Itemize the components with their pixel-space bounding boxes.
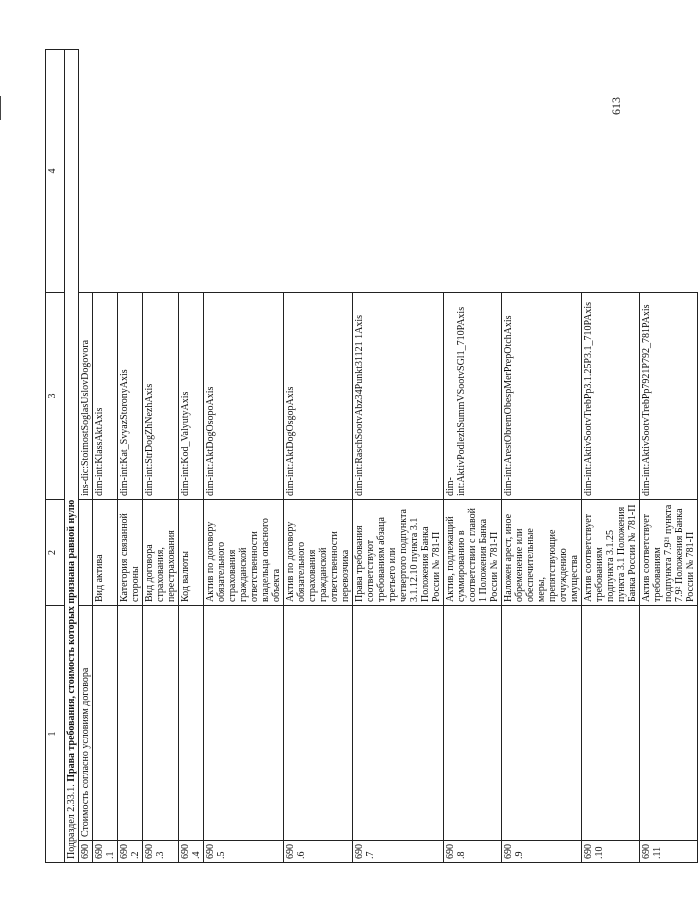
row-code: 690.11 [640, 841, 698, 863]
section-title [65, 50, 79, 863]
scan-edge-mark [0, 96, 1, 120]
row-description: Категория связанной стороны [118, 500, 143, 606]
table-row [93, 50, 118, 863]
row-axis: dim-int:KlassAktAxis [93, 293, 118, 500]
header-row [46, 50, 65, 863]
row-name [502, 606, 582, 841]
header-col-2: 2 [46, 500, 65, 606]
row-name [582, 606, 640, 841]
row-axis: dim-int:Kat_SvyazStoronyAxis [118, 293, 143, 500]
row-axis: dim-int:AktivPodlezhSummVSootvSGl1_710PAxis [444, 293, 502, 500]
row-name [640, 606, 698, 841]
row-code: 690.2 [118, 841, 143, 863]
row-description: Актив по договору обязательного страхования гражданской ответственности перевозчика [284, 500, 353, 606]
row-code: 690.9 [502, 841, 582, 863]
row-name [353, 606, 444, 841]
table-row [502, 50, 582, 863]
table-row [179, 50, 204, 863]
row-axis: dim-int:AktDogOsgopAxis [284, 293, 353, 500]
table-row [118, 50, 143, 863]
row-description: Актив, подлежащий суммированию в соответствии с главой 1 Положения Банка России № 781-П [444, 500, 502, 606]
row-axis: dim-int:AktivSootvTrebPp3.1.25P3.1_710PAxis [582, 293, 640, 500]
row-axis: dim-int:ArestObremObespMerPrepOtchAxis [502, 293, 582, 500]
header-col-4: 4 [46, 50, 65, 293]
row-code: 690 [79, 841, 93, 863]
page-number: 613 [609, 97, 623, 115]
table-row [444, 50, 502, 863]
row-code: 690.8 [444, 841, 502, 863]
row-code: 690.7 [353, 841, 444, 863]
section-prefix: Подраздел 2.33.1. [66, 781, 77, 859]
row-code: 690.3 [143, 841, 179, 863]
row-code: 690.10 [582, 841, 640, 863]
table-row [582, 50, 640, 863]
table-row [204, 50, 284, 863]
row-name [204, 606, 284, 841]
section-name: Права требования, стоимость которых признана равной нулю [66, 499, 77, 782]
row-description: Вид актива [93, 500, 118, 606]
row-code: 690.1 [93, 841, 118, 863]
row-name [284, 606, 353, 841]
table-row [353, 50, 444, 863]
row-axis: dim-int:StrDogZhNezhAxis [143, 293, 179, 500]
row-name [444, 606, 502, 841]
requirements-table [45, 49, 698, 863]
table-row [640, 50, 698, 863]
row-axis: dim-int:AktivSootvTrebPp7921P792_781PAxis [640, 293, 698, 500]
row-code: 690.6 [284, 841, 353, 863]
header-col-1: 1 [46, 606, 65, 863]
row-name [179, 606, 204, 841]
row-description: Права требования соответствуют требованиям абзаца третьего или четвертого подпункта 3.1.12.10 пункта 3.1 Положения Банка России № 781-П [353, 500, 444, 606]
row-axis: dim-int:AktDogOsopoAxis [204, 293, 284, 500]
row-description: Актив соответствует требованиям подпункта 3.1.25 пункта 3.1 Положения Банка России № 781-П [582, 500, 640, 606]
row-description: Наложен арест, иное обременение или обеспечительные меры, препятствующие отчуждению имущества [502, 500, 582, 606]
table-row [284, 50, 353, 863]
row-description [79, 500, 93, 606]
table-row [79, 50, 93, 863]
row-name [93, 606, 118, 841]
section-row [65, 50, 79, 863]
row-description: Актив по договору обязательного страхования гражданской ответственности владельца опасного объекта [204, 500, 284, 606]
row-axis: ins-dic:StoimostSoglasUslovDogovora [79, 293, 93, 500]
row-code: 690.5 [204, 841, 284, 863]
row-name: Стоимость согласно условиям договора [79, 606, 93, 841]
row-axis: dim-int:Kod_ValyutyAxis [179, 293, 204, 500]
row-code: 690.4 [179, 841, 204, 863]
row-description: Актив соответствует требованиям подпункта 7.9²¹ пункта 7.9² Положения Банка России № 781-П [640, 500, 698, 606]
row-description: Код валюты [179, 500, 204, 606]
row-name [118, 606, 143, 841]
row-axis: dim-int:RaschSootvAbz34Punkt31121 1Axis [353, 293, 444, 500]
header-col-3: 3 [46, 293, 65, 500]
row-name [143, 606, 179, 841]
table-row [143, 50, 179, 863]
row-description: Вид договора страхования, перестрахования [143, 500, 179, 606]
